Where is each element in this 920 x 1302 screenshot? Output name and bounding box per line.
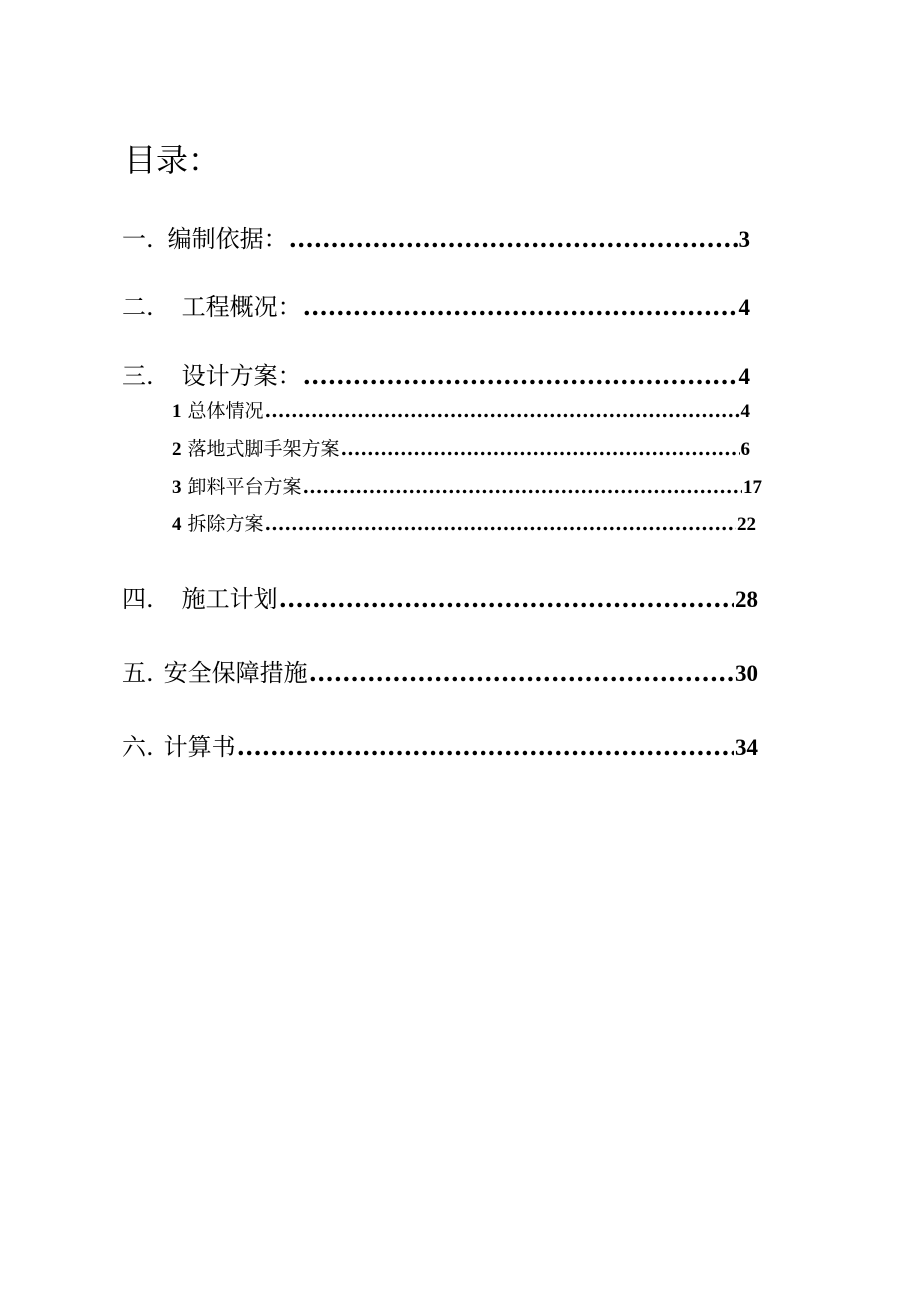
toc-entry-label: 卸料平台方案 xyxy=(187,476,302,498)
toc-leader-dots xyxy=(303,359,738,393)
toc-leader-dots xyxy=(279,582,734,616)
toc-entry-number: 三. xyxy=(122,362,154,390)
toc-entry[interactable] xyxy=(172,510,756,538)
toc-entry-page: 6 xyxy=(740,439,750,460)
toc-leader-dots xyxy=(265,397,740,425)
toc-entry-page: 34 xyxy=(735,735,758,760)
toc-entry[interactable] xyxy=(122,290,750,324)
toc-leader-dots xyxy=(341,435,740,463)
toc-entry-number: 3 xyxy=(172,477,182,498)
toc-leader-dots xyxy=(303,473,742,501)
toc-title: 目录： xyxy=(124,141,221,179)
toc-entry-page: 17 xyxy=(743,477,762,498)
toc-entry-label: 编制依据： xyxy=(167,225,288,253)
toc-entry-page: 4 xyxy=(738,364,750,389)
toc-entry-label: 总体情况 xyxy=(187,400,264,422)
toc-leader-dots xyxy=(265,510,736,538)
toc-entry[interactable] xyxy=(172,435,750,463)
toc-entry-number: 2 xyxy=(172,439,182,460)
toc-entry-number: 一. xyxy=(122,225,154,253)
toc-entry-number: 四. xyxy=(122,585,154,613)
toc-leader-dots xyxy=(309,656,734,690)
toc-entry-page: 4 xyxy=(738,295,750,320)
toc-entry-number: 六. xyxy=(122,733,154,761)
toc-entry-page: 22 xyxy=(737,514,756,535)
toc-entry-label: 工程概况： xyxy=(181,293,302,321)
toc-entry-label: 落地式脚手架方案 xyxy=(187,438,340,460)
toc-entry-page: 3 xyxy=(738,227,750,252)
toc-entry-page: 30 xyxy=(735,661,758,686)
toc-entry[interactable] xyxy=(172,473,762,501)
toc-entry-label: 安全保障措施 xyxy=(163,659,308,687)
toc-leader-dots xyxy=(303,290,738,324)
toc-entry[interactable] xyxy=(172,397,750,425)
toc-entry[interactable] xyxy=(122,222,750,256)
toc-entry-label: 计算书 xyxy=(163,733,236,761)
toc-entry-label: 设计方案： xyxy=(181,362,302,390)
toc-entry-number: 1 xyxy=(172,401,182,422)
toc-entry-label: 施工计划 xyxy=(181,585,278,613)
toc-entry[interactable] xyxy=(122,582,758,616)
toc-entry-page: 28 xyxy=(735,587,758,612)
toc-entry-number: 五. xyxy=(122,659,154,687)
toc-leader-dots xyxy=(237,730,734,764)
toc-entry-number: 4 xyxy=(172,514,182,535)
toc-entry[interactable] xyxy=(122,359,750,393)
toc-leader-dots xyxy=(289,222,738,256)
toc-entry[interactable] xyxy=(122,730,758,764)
toc-entry[interactable] xyxy=(122,656,758,690)
toc-entry-label: 拆除方案 xyxy=(187,513,264,535)
toc-entry-page: 4 xyxy=(740,401,750,422)
toc-entry-number: 二. xyxy=(122,293,154,321)
